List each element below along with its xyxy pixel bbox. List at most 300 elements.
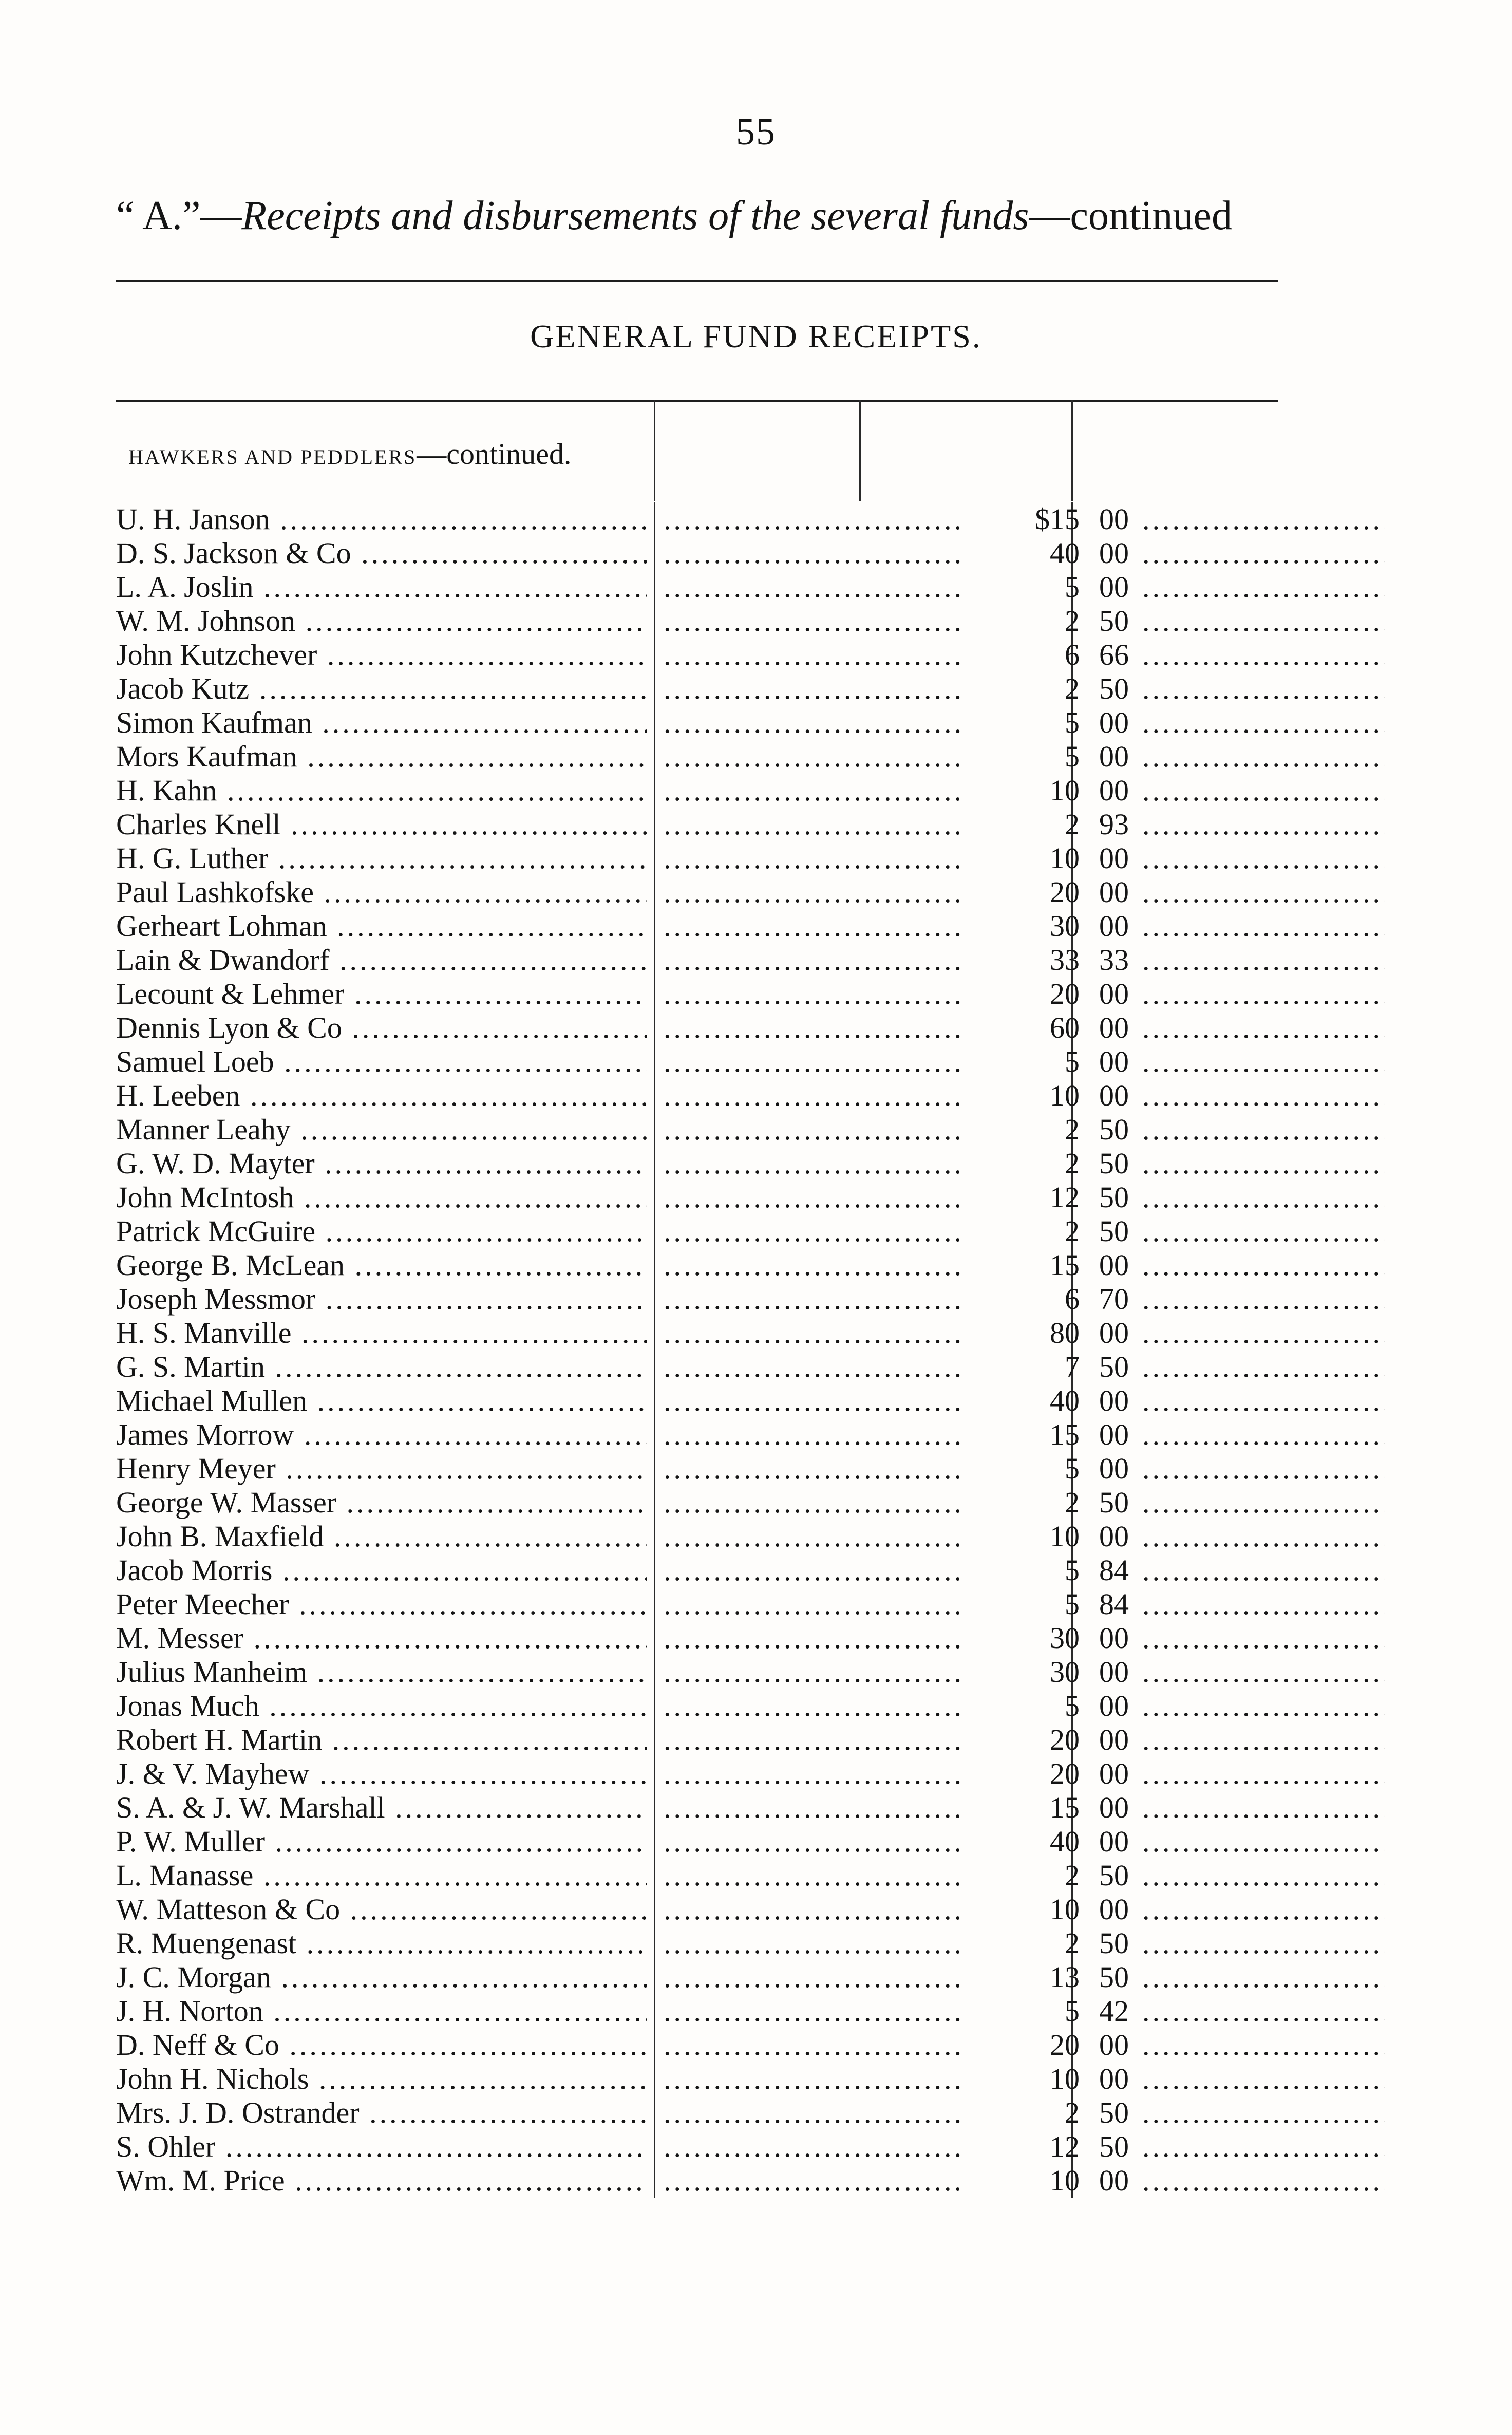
amount-dollars: 10 [1050,1520,1080,1553]
amount-dollars: 2 [1065,1214,1080,1248]
payer-name: John Kutzchever ..... [116,638,647,672]
caption-title: Receipts and disbursements of the several funds [241,193,1029,238]
leader-dots [664,2096,963,2130]
table-row [116,1723,1282,1757]
table-row [116,1316,1282,1350]
leader-dots [1142,2164,1385,2198]
leader-dots [1142,1316,1385,1350]
section-title: GENERAL FUND RECEIPTS. [530,318,982,354]
amount-dollars: 13 [1050,1960,1080,1994]
amount-cents: 50 [1099,1486,1129,1519]
amount-cents: 00 [1099,1452,1129,1485]
table-row [116,1282,1282,1316]
amount-dollars: 33 [1050,943,1080,977]
payer-name: G. W. D. Mayter ..... [116,1147,647,1181]
amount-dollars: 5 [1065,1994,1080,2028]
table-row [116,841,1282,875]
payer-name: George B. McLean ..... [116,1248,647,1282]
leader-dots [664,1350,963,1384]
leader-dots [1142,1893,1385,1926]
caption-prefix: “ A.”— [116,193,242,238]
amount-dollars: 10 [1050,774,1080,807]
table-row [116,2096,1282,2130]
amount-dollars: 10 [1050,2164,1080,2197]
amount-cents: 00 [1099,1520,1129,1553]
leader-dots [664,1520,963,1553]
leader-dots [664,875,963,909]
table-row [116,1655,1282,1689]
payer-name: H. G. Luther ..... [116,841,647,875]
amount-dollars: 7 [1065,1350,1080,1383]
amount-dollars: $15 [1035,502,1080,536]
table-row [116,1113,1282,1147]
leader-dots [664,1214,963,1248]
payer-name: Lain & Dwandorf ..... [116,943,647,977]
leader-dots [664,1011,963,1045]
payer-name: Gerheart Lohman ..... [116,909,647,943]
payer-name: Paul Lashkofske ..... [116,875,647,909]
payer-name: Mors Kaufman ..... [116,740,647,774]
amount-dollars: 5 [1065,570,1080,604]
payer-name: John H. Nichols ..... [116,2062,647,2096]
leader-dots [1142,740,1385,774]
leader-dots [664,740,963,774]
leader-dots [1142,536,1385,570]
amount-dollars: 30 [1050,1621,1080,1655]
receipts-table [116,502,1282,2198]
table-row [116,909,1282,943]
amount-cents: 00 [1099,1723,1129,1756]
amount-cents: 50 [1099,2130,1129,2163]
leader-dots [664,1926,963,1960]
amount-dollars: 5 [1065,1553,1080,1587]
leader-dots [1142,909,1385,943]
amount-dollars: 2 [1065,672,1080,705]
leader-dots [664,1384,963,1418]
amount-cents: 50 [1099,1859,1129,1892]
payer-name: W. M. Johnson ..... [116,604,647,638]
amount-dollars: 20 [1050,875,1080,909]
amount-dollars: 60 [1050,1011,1080,1044]
payer-name: H. S. Manville ..... [116,1316,647,1350]
table-row [116,1621,1282,1655]
payer-name: Samuel Loeb ..... [116,1045,647,1079]
leader-dots [1142,1825,1385,1859]
table-row [116,1452,1282,1486]
table-row [116,1587,1282,1621]
amount-cents: 00 [1099,1689,1129,1722]
leader-dots [664,1418,963,1452]
amount-cents: 84 [1099,1553,1129,1587]
amount-cents: 50 [1099,1350,1129,1383]
amount-dollars: 2 [1065,2096,1080,2129]
amount-dollars: 2 [1065,808,1080,841]
payer-name: L. Manasse ..... [116,1859,647,1893]
payer-name: Peter Meecher ..... [116,1587,647,1621]
table-row [116,2130,1282,2164]
amount-cents: 33 [1099,943,1129,977]
leader-dots [1142,570,1385,604]
payer-name: L. A. Joslin ..... [116,570,647,604]
amount-cents: 50 [1099,672,1129,705]
leader-dots [664,774,963,808]
amount-cents: 00 [1099,1011,1129,1044]
amount-cents: 66 [1099,638,1129,671]
payer-name: P. W. Muller ..... [116,1825,647,1859]
amount-cents: 42 [1099,1994,1129,2028]
amount-cents: 50 [1099,2096,1129,2129]
table-row [116,1859,1282,1893]
amount-dollars: 80 [1050,1316,1080,1350]
amount-cents: 00 [1099,570,1129,604]
payer-name: John McIntosh ..... [116,1181,647,1214]
leader-dots [1142,1791,1385,1825]
leader-dots [664,1181,963,1214]
payer-name: D. Neff & Co ..... [116,2028,647,2062]
table-row [116,774,1282,808]
leader-dots [664,1452,963,1486]
caption-suffix: —continued [1029,193,1232,238]
leader-dots [1142,808,1385,841]
table-row [116,740,1282,774]
leader-dots [1142,1520,1385,1553]
payer-name: G. S. Martin ..... [116,1350,647,1384]
payer-name: Jonas Much ..... [116,1689,647,1723]
column-divider-header-2 [859,400,861,501]
leader-dots [664,706,963,740]
payer-name: Patrick McGuire ..... [116,1214,647,1248]
table-row [116,1893,1282,1926]
payer-name: Lecount & Lehmer ..... [116,977,647,1011]
leader-dots [1142,1926,1385,1960]
leader-dots [1142,2062,1385,2096]
leader-dots [664,1316,963,1350]
table-row [116,1045,1282,1079]
table-row [116,808,1282,841]
payer-name: Simon Kaufman ..... [116,706,647,740]
payer-name: Michael Mullen ..... [116,1384,647,1418]
amount-dollars: 15 [1050,1418,1080,1451]
amount-dollars: 5 [1065,1689,1080,1722]
leader-dots [664,1248,963,1282]
amount-cents: 00 [1099,1825,1129,1858]
amount-cents: 00 [1099,1316,1129,1350]
amount-cents: 00 [1099,1791,1129,1824]
leader-dots [664,1825,963,1859]
table-row [116,1825,1282,1859]
leader-dots [1142,1859,1385,1893]
leader-dots [1142,1214,1385,1248]
payer-name: Jacob Kutz ..... [116,672,647,706]
leader-dots [664,1893,963,1926]
leader-dots [664,808,963,841]
leader-dots [1142,1960,1385,1994]
leader-dots [664,1757,963,1791]
subheading-suffix: —continued. [417,437,572,471]
table-row [116,638,1282,672]
amount-cents: 50 [1099,1960,1129,1994]
amount-dollars: 20 [1050,977,1080,1010]
table-row [116,1418,1282,1452]
payer-name: Jacob Morris ..... [116,1553,647,1587]
amount-cents: 00 [1099,1045,1129,1078]
payer-name: Wm. M. Price ..... [116,2164,647,2198]
leader-dots [664,2130,963,2164]
payer-name: S. Ohler ..... [116,2130,647,2164]
amount-dollars: 10 [1050,1079,1080,1112]
amount-dollars: 15 [1050,1791,1080,1824]
leader-dots [664,977,963,1011]
leader-dots [1142,875,1385,909]
table-caption [116,190,1297,241]
leader-dots [1142,1147,1385,1181]
amount-dollars: 5 [1065,740,1080,773]
leader-dots [1142,1452,1385,1486]
leader-dots [1142,1350,1385,1384]
leader-dots [664,1079,963,1113]
amount-cents: 00 [1099,2164,1129,2197]
column-divider-header-3 [1071,400,1073,501]
amount-cents: 00 [1099,2028,1129,2062]
amount-cents: 50 [1099,1181,1129,1214]
amount-cents: 00 [1099,536,1129,570]
amount-cents: 93 [1099,808,1129,841]
table-row [116,1181,1282,1214]
column-divider-header-1 [654,400,655,501]
amount-dollars: 15 [1050,1248,1080,1282]
leader-dots [664,1689,963,1723]
table-row [116,706,1282,740]
amount-cents: 00 [1099,1757,1129,1790]
amount-cents: 00 [1099,1418,1129,1451]
leader-dots [1142,1486,1385,1520]
leader-dots [664,1655,963,1689]
amount-cents: 00 [1099,909,1129,943]
table-row [116,1147,1282,1181]
leader-dots [1142,638,1385,672]
amount-dollars: 6 [1065,638,1080,671]
payer-name: J. C. Morgan ..... [116,1960,647,1994]
table-row [116,1384,1282,1418]
leader-dots [664,570,963,604]
table-row [116,2028,1282,2062]
payer-name: Charles Knell ..... [116,808,647,841]
amount-cents: 00 [1099,841,1129,875]
table-row [116,943,1282,977]
amount-cents: 00 [1099,1621,1129,1655]
amount-dollars: 30 [1050,909,1080,943]
amount-dollars: 5 [1065,1587,1080,1621]
leader-dots [1142,706,1385,740]
amount-cents: 00 [1099,774,1129,807]
leader-dots [664,1791,963,1825]
payer-name: Manner Leahy ..... [116,1113,647,1147]
amount-dollars: 5 [1065,706,1080,739]
amount-cents: 50 [1099,1214,1129,1248]
leader-dots [664,909,963,943]
leader-dots [1142,943,1385,977]
payer-name: Robert H. Martin ..... [116,1723,647,1757]
payer-name: Julius Manheim ..... [116,1655,647,1689]
leader-dots [664,2028,963,2062]
leader-dots [1142,502,1385,536]
leader-dots [1142,1723,1385,1757]
leader-dots [664,502,963,536]
table-row [116,1214,1282,1248]
amount-cents: 50 [1099,1926,1129,1960]
amount-dollars: 40 [1050,1825,1080,1858]
amount-dollars: 20 [1050,1723,1080,1756]
payer-name: W. Matteson & Co ..... [116,1893,647,1926]
table-row [116,1757,1282,1791]
payer-name: S. A. & J. W. Marshall ..... [116,1791,647,1825]
payer-name: Mrs. J. D. Ostrander ..... [116,2096,647,2130]
table-row [116,1689,1282,1723]
payer-name: Joseph Messmor ..... [116,1282,647,1316]
leader-dots [664,1553,963,1587]
leader-dots [664,1045,963,1079]
table-row [116,672,1282,706]
payer-name: H. Leeben ..... [116,1079,647,1113]
leader-dots [664,1147,963,1181]
leader-dots [1142,1553,1385,1587]
top-rule [116,280,1278,282]
amount-cents: 84 [1099,1587,1129,1621]
leader-dots [664,604,963,638]
payer-name: R. Muengenast ..... [116,1926,647,1960]
table-row [116,2062,1282,2096]
amount-cents: 70 [1099,1282,1129,1316]
leader-dots [1142,1248,1385,1282]
amount-dollars: 10 [1050,2062,1080,2095]
leader-dots [664,1486,963,1520]
amount-dollars: 12 [1050,1181,1080,1214]
payer-name: D. S. Jackson & Co ..... [116,536,647,570]
payer-name: J. & V. Mayhew ..... [116,1757,647,1791]
amount-cents: 00 [1099,740,1129,773]
leader-dots [1142,2096,1385,2130]
leader-dots [1142,604,1385,638]
table-row [116,1079,1282,1113]
leader-dots [1142,1655,1385,1689]
payer-name: Dennis Lyon & Co ..... [116,1011,647,1045]
payer-name: M. Messer ..... [116,1621,647,1655]
amount-dollars: 30 [1050,1655,1080,1689]
amount-cents: 00 [1099,977,1129,1010]
leader-dots [1142,1994,1385,2028]
table-row [116,1486,1282,1520]
leader-dots [1142,1689,1385,1723]
amount-cents: 00 [1099,1079,1129,1112]
leader-dots [664,672,963,706]
amount-dollars: 2 [1065,604,1080,638]
amount-dollars: 2 [1065,1113,1080,1146]
leader-dots [664,1723,963,1757]
leader-dots [664,1960,963,1994]
leader-dots [664,1113,963,1147]
amount-cents: 50 [1099,1147,1129,1180]
table-row [116,1011,1282,1045]
leader-dots [664,2062,963,2096]
leader-dots [1142,1011,1385,1045]
leader-dots [1142,977,1385,1011]
leader-dots [1142,1384,1385,1418]
leader-dots [1142,1079,1385,1113]
leader-dots [664,943,963,977]
amount-dollars: 10 [1050,1893,1080,1926]
leader-dots [1142,1757,1385,1791]
amount-cents: 00 [1099,875,1129,909]
table-row [116,1994,1282,2028]
leader-dots [664,1994,963,2028]
table-row [116,502,1282,536]
table-row [116,977,1282,1011]
leader-dots [664,2164,963,2198]
leader-dots [664,536,963,570]
page-number: 55 [736,111,776,153]
leader-dots [664,1621,963,1655]
payer-name: U. H. Janson ..... [116,502,647,536]
table-row [116,536,1282,570]
table-row [116,570,1282,604]
payer-name: James Morrow ..... [116,1418,647,1452]
payer-name: John B. Maxfield ..... [116,1520,647,1553]
leader-dots [1142,1045,1385,1079]
payer-name: George W. Masser ..... [116,1486,647,1520]
amount-cents: 00 [1099,1248,1129,1282]
leader-dots [1142,672,1385,706]
table-row [116,1791,1282,1825]
leader-dots [1142,1113,1385,1147]
amount-dollars: 10 [1050,841,1080,875]
table-row [116,1960,1282,1994]
leader-dots [1142,774,1385,808]
amount-dollars: 6 [1065,1282,1080,1316]
table-row [116,1553,1282,1587]
header-rule [116,400,1278,402]
leader-dots [664,1859,963,1893]
table-row [116,1350,1282,1384]
amount-dollars: 2 [1065,1859,1080,1892]
amount-dollars: 5 [1065,1045,1080,1078]
amount-cents: 00 [1099,706,1129,739]
leader-dots [1142,841,1385,875]
amount-dollars: 2 [1065,1926,1080,1960]
payer-name: J. H. Norton ..... [116,1994,647,2028]
subheading-label: HAWKERS AND PEDDLERS [128,445,417,469]
leader-dots [664,841,963,875]
amount-dollars: 40 [1050,1384,1080,1417]
amount-cents: 50 [1099,1113,1129,1146]
table-row [116,875,1282,909]
amount-cents: 00 [1099,502,1129,536]
amount-dollars: 2 [1065,1486,1080,1519]
leader-dots [1142,1181,1385,1214]
leader-dots [664,1587,963,1621]
amount-dollars: 5 [1065,1452,1080,1485]
payer-name: H. Kahn ..... [116,774,647,808]
leader-dots [664,638,963,672]
leader-dots [1142,1587,1385,1621]
amount-dollars: 20 [1050,2028,1080,2062]
amount-cents: 00 [1099,1655,1129,1689]
payer-name: Henry Meyer ..... [116,1452,647,1486]
amount-cents: 00 [1099,1893,1129,1926]
table-row [116,604,1282,638]
leader-dots [1142,1418,1385,1452]
amount-dollars: 2 [1065,1147,1080,1180]
leader-dots [1142,2130,1385,2164]
